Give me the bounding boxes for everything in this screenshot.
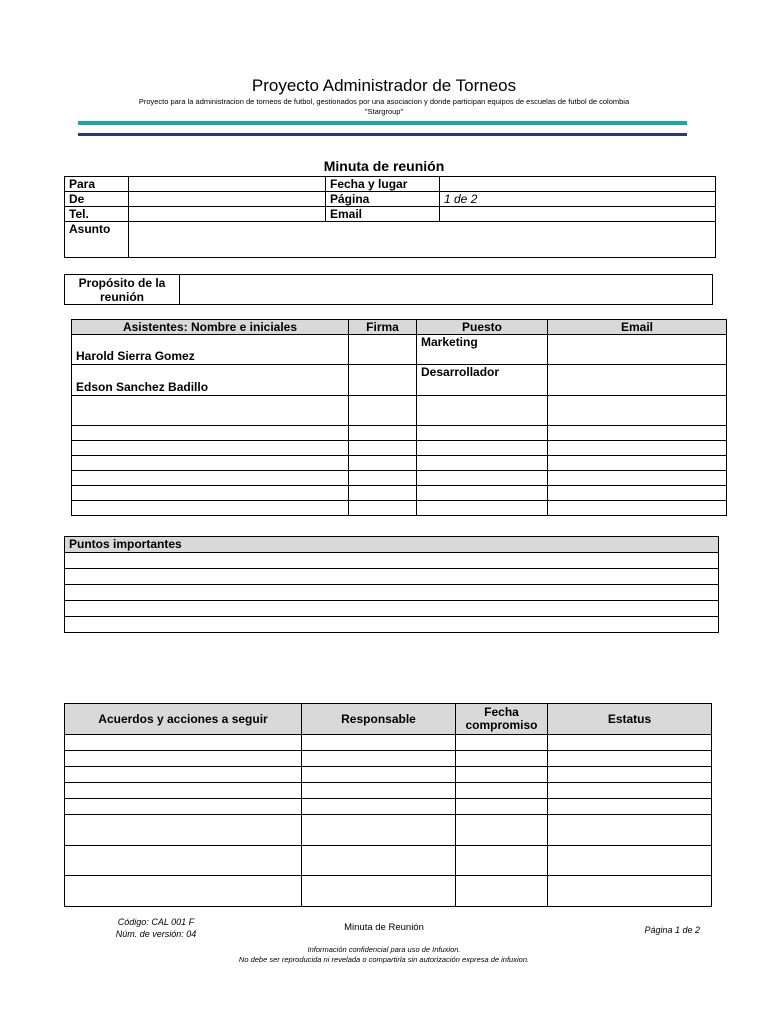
- table-cell[interactable]: [349, 456, 417, 471]
- proposito-label: [65, 275, 180, 305]
- table-cell[interactable]: [65, 876, 302, 907]
- table-cell[interactable]: [302, 876, 456, 907]
- table-row: [72, 471, 727, 486]
- table-cell[interactable]: [65, 846, 302, 876]
- puntos-row-field[interactable]: [65, 569, 719, 585]
- table-cell[interactable]: [349, 365, 417, 396]
- email-label: Email: [326, 207, 440, 222]
- table-row: [65, 767, 712, 783]
- table-row: [65, 569, 719, 585]
- table-row: [65, 876, 712, 907]
- table-cell[interactable]: [417, 456, 548, 471]
- table-cell[interactable]: [548, 471, 727, 486]
- table-cell[interactable]: [548, 751, 712, 767]
- proposito-label-line-1: Propósito de la: [78, 275, 166, 290]
- table-cell[interactable]: [417, 396, 548, 426]
- footer-version: Núm. de versión: 04: [115, 929, 197, 939]
- table-cell[interactable]: [456, 876, 548, 907]
- para-field[interactable]: [129, 177, 326, 192]
- table-cell[interactable]: [65, 815, 302, 846]
- table-row: [65, 799, 712, 815]
- table-cell[interactable]: [548, 456, 727, 471]
- table-cell[interactable]: [456, 767, 548, 783]
- table-cell[interactable]: [72, 471, 349, 486]
- table-cell[interactable]: [72, 441, 349, 456]
- table-cell[interactable]: [417, 471, 548, 486]
- de-label: De: [65, 192, 129, 207]
- table-cell[interactable]: Edson Sanchez Badillo: [72, 365, 349, 396]
- table-row: [72, 365, 727, 396]
- table-cell[interactable]: [302, 815, 456, 846]
- table-cell[interactable]: [456, 846, 548, 876]
- header-cell: Firma: [349, 320, 417, 335]
- header-cell: Email: [548, 320, 727, 335]
- table-cell[interactable]: [548, 441, 727, 456]
- table-cell[interactable]: [456, 783, 548, 799]
- table-cell[interactable]: [548, 501, 727, 516]
- footer-confidential: [150, 945, 618, 965]
- footer-page-number: Página 1 de 2: [644, 925, 700, 935]
- confidential-line-2: No debe ser reproducida ni revelada o compartirla sin autorización expresa de infuxion.: [238, 955, 530, 964]
- fecha-header-line-1: Fecha: [484, 705, 519, 719]
- table-cell[interactable]: [72, 486, 349, 501]
- table-row: [65, 783, 712, 799]
- acuerdos-table: [64, 703, 712, 907]
- table-cell[interactable]: [65, 799, 302, 815]
- table-row: [65, 815, 712, 846]
- header-cell-fecha: [456, 704, 548, 735]
- header-cell: Estatus: [548, 704, 712, 735]
- proposito-label-line-2: reunión: [100, 289, 144, 304]
- table-cell[interactable]: Desarrollador: [417, 365, 548, 396]
- table-row: [65, 735, 712, 751]
- table-cell[interactable]: [349, 471, 417, 486]
- table-row: [65, 553, 719, 569]
- table-cell[interactable]: Harold Sierra Gomez: [72, 335, 349, 365]
- fecha-lugar-label: Fecha y lugar: [326, 177, 440, 192]
- fecha-lugar-field[interactable]: [440, 177, 716, 192]
- asistentes-table: [71, 319, 727, 516]
- subtitle-line-1: Proyecto para la administracion de torneos de futbol, gestionados por una asociacion y donde participan equipos de escuelas de futbol de colombia: [138, 97, 630, 106]
- table-cell[interactable]: [548, 486, 727, 501]
- table-cell[interactable]: [302, 735, 456, 751]
- table-cell[interactable]: [65, 767, 302, 783]
- document-title: Proyecto Administrador de Torneos: [251, 76, 517, 95]
- table-row: [72, 486, 727, 501]
- table-cell[interactable]: [302, 846, 456, 876]
- table-cell[interactable]: [302, 751, 456, 767]
- table-cell[interactable]: [548, 396, 727, 426]
- confidential-line-1: Información confidencial para uso de Infuxion.: [307, 945, 461, 954]
- table-cell[interactable]: [72, 501, 349, 516]
- teal-divider: [78, 121, 687, 125]
- table-cell[interactable]: [349, 441, 417, 456]
- table-row: [72, 396, 727, 426]
- table-cell[interactable]: [548, 815, 712, 846]
- header-cell: Responsable: [302, 704, 456, 735]
- table-cell[interactable]: [417, 486, 548, 501]
- puntos-row-field[interactable]: [65, 601, 719, 617]
- proposito-table: [64, 274, 713, 305]
- footer-code-block: [96, 916, 216, 940]
- table-cell[interactable]: [349, 396, 417, 426]
- footer-doc-name: Minuta de Reunión: [344, 922, 424, 933]
- table-cell[interactable]: [302, 783, 456, 799]
- table-cell[interactable]: [548, 846, 712, 876]
- table-cell[interactable]: [548, 335, 727, 365]
- table-cell[interactable]: [548, 426, 727, 441]
- table-row: [72, 501, 727, 516]
- form-title: Minuta de reunión: [323, 158, 445, 174]
- asistentes-header-row: [72, 320, 727, 335]
- table-cell[interactable]: [417, 426, 548, 441]
- navy-divider: [78, 133, 687, 136]
- asunto-label: Asunto: [65, 222, 129, 258]
- puntos-importantes-table: [64, 536, 719, 633]
- table-cell[interactable]: [72, 456, 349, 471]
- table-cell[interactable]: [456, 799, 548, 815]
- table-cell[interactable]: [349, 335, 417, 365]
- pagina-label: Página: [326, 192, 440, 207]
- header-cell: Acuerdos y acciones a seguir: [65, 704, 302, 735]
- table-cell[interactable]: [548, 876, 712, 907]
- table-cell[interactable]: [349, 426, 417, 441]
- table-cell[interactable]: [302, 799, 456, 815]
- table-cell[interactable]: [548, 783, 712, 799]
- puntos-row-field[interactable]: [65, 585, 719, 601]
- table-row: [72, 441, 727, 456]
- pagina-field[interactable]: 1 de 2: [440, 192, 716, 207]
- header-cell: Puesto: [417, 320, 548, 335]
- meeting-info-table: [64, 176, 716, 258]
- table-cell[interactable]: [302, 767, 456, 783]
- proposito-field[interactable]: [180, 275, 713, 305]
- table-cell[interactable]: [65, 751, 302, 767]
- table-row: [65, 846, 712, 876]
- table-row: [72, 456, 727, 471]
- tel-field[interactable]: [129, 207, 326, 222]
- email-field[interactable]: [440, 207, 716, 222]
- table-cell[interactable]: [65, 783, 302, 799]
- table-cell[interactable]: [548, 365, 727, 396]
- footer-codigo: Código: CAL 001 F: [117, 917, 195, 927]
- table-row: [65, 617, 719, 633]
- table-row: [65, 601, 719, 617]
- document-subtitle: [60, 97, 708, 117]
- de-field[interactable]: [129, 192, 326, 207]
- table-row: [65, 585, 719, 601]
- table-cell[interactable]: Marketing: [417, 335, 548, 365]
- puntos-importantes-header: Puntos importantes: [65, 537, 719, 553]
- puntos-row-field[interactable]: [65, 553, 719, 569]
- table-row: [72, 335, 727, 365]
- table-cell[interactable]: [417, 501, 548, 516]
- table-cell[interactable]: [417, 441, 548, 456]
- puntos-row-field[interactable]: [65, 617, 719, 633]
- table-cell[interactable]: [72, 396, 349, 426]
- acuerdos-header-row: [65, 704, 712, 735]
- asunto-field[interactable]: [129, 222, 716, 258]
- subtitle-line-2: "Stargroup": [364, 107, 404, 116]
- table-cell[interactable]: [456, 735, 548, 751]
- tel-label: Tel.: [65, 207, 129, 222]
- table-cell[interactable]: [548, 799, 712, 815]
- table-row: [65, 751, 712, 767]
- table-row: [72, 426, 727, 441]
- table-cell[interactable]: [548, 767, 712, 783]
- header-cell: Asistentes: Nombre e iniciales: [72, 320, 349, 335]
- table-cell[interactable]: [456, 751, 548, 767]
- fecha-header-line-2: compromiso: [465, 718, 538, 732]
- table-cell[interactable]: [349, 486, 417, 501]
- table-cell[interactable]: [72, 426, 349, 441]
- table-cell[interactable]: [456, 815, 548, 846]
- para-label: Para: [65, 177, 129, 192]
- table-cell[interactable]: [65, 735, 302, 751]
- table-cell[interactable]: [349, 501, 417, 516]
- table-cell[interactable]: [548, 735, 712, 751]
